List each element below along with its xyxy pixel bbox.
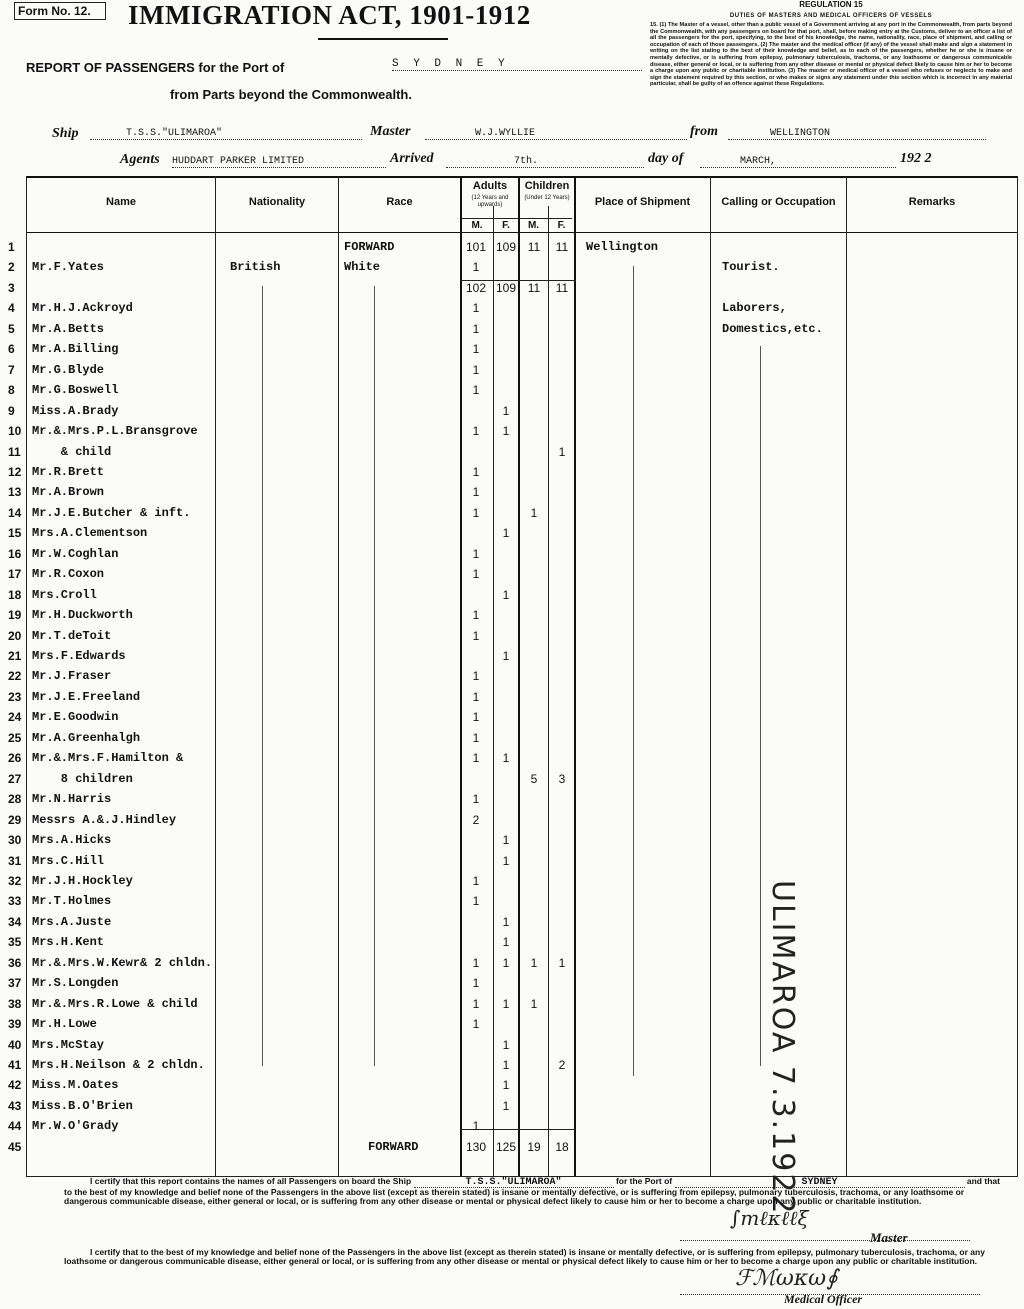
passenger-name: Mr.R.Coxon bbox=[32, 567, 105, 582]
race: FORWARD bbox=[368, 1139, 419, 1154]
adults-male: 1 bbox=[472, 424, 480, 439]
row-number: 26 bbox=[8, 751, 22, 766]
mf-rule bbox=[462, 218, 572, 219]
row-number: 35 bbox=[8, 935, 22, 950]
master-cert-port: SYDNEY bbox=[675, 1178, 965, 1188]
adults-female: 1 bbox=[502, 526, 510, 541]
adults-male: 1 bbox=[472, 996, 480, 1011]
adults-male: 101 bbox=[466, 240, 487, 254]
children-male: 11 bbox=[527, 240, 541, 254]
row-number: 28 bbox=[8, 792, 22, 807]
children-male: 1 bbox=[530, 505, 538, 520]
master-signature-line bbox=[680, 1226, 970, 1241]
row-number: 16 bbox=[8, 546, 22, 561]
row-number: 5 bbox=[8, 321, 15, 336]
col-header-nationality: Nationality bbox=[248, 196, 306, 208]
row-number: 24 bbox=[8, 710, 22, 725]
adults-male: 1 bbox=[472, 505, 480, 520]
passenger-name: Mr.&.Mrs.R.Lowe & child bbox=[32, 996, 198, 1011]
passenger-name: Mr.&.Mrs.W.Kewr& 2 chldn. bbox=[32, 955, 213, 970]
race: FORWARD bbox=[344, 240, 395, 254]
passenger-name: Mrs.H.Kent bbox=[32, 935, 105, 950]
passenger-name: Mr.W.O'Grady bbox=[32, 1119, 119, 1134]
row-number: 31 bbox=[8, 853, 22, 868]
ditto-line bbox=[633, 266, 634, 1076]
adults-male: 1 bbox=[472, 894, 480, 909]
row-number: 12 bbox=[8, 464, 22, 479]
passenger-name: Mr.&.Mrs.P.L.Bransgrove bbox=[32, 424, 198, 439]
passenger-name: Mr.N.Harris bbox=[32, 792, 112, 807]
col-header-children: Children bbox=[524, 180, 570, 192]
year-prefix: 192 bbox=[900, 151, 921, 166]
children-male: 1 bbox=[530, 955, 538, 970]
agents-value: HUDDART PARKER LIMITED bbox=[172, 156, 386, 168]
regulation-subtitle: DUTIES OF MASTERS AND MEDICAL OFFICERS OF VESSELS bbox=[729, 13, 933, 19]
adults-male: 1 bbox=[472, 567, 480, 582]
row-number: 23 bbox=[8, 689, 22, 704]
children-female: 11 bbox=[555, 280, 569, 295]
side-annotation: ULIMAROA 7.3.1922 bbox=[765, 880, 800, 1216]
adults-female: 109 bbox=[496, 240, 517, 254]
row-number: 19 bbox=[8, 608, 22, 623]
col-header-children-m: M. bbox=[527, 220, 540, 231]
from-port: WELLINGTON bbox=[770, 128, 831, 139]
children-male: 19 bbox=[527, 1139, 541, 1154]
adults-male: 1 bbox=[472, 873, 480, 888]
regulation-text: 15. (1) The Master of a vessel, other than a public vessel of a Government arriving at any port in the Commonwealth, from parts beyond the Commonwealth, with any passengers on board for that port, shall, before making entry at the Customs, deliver to an officer a list of all the passengers for the port, specifying, to the best of his knowledge, the name, nationality, race, place of shipment, and calling or occupation of each of those passengers. (2) The master and the medical officer (if any) of the vessel shall make and sign a statement in writing on the list stating to the best of their knowledge and belief, as to each of the passengers, whether he or she is insane or mentally defective, or is suffering from epilepsy, pulmonary tuberculosis, trachoma, or any loathsome or dangerous communicable disease, either general or local, or is suffering from any other disease or mental or physical defect likely to cause him or her to become a charge upon any public or charitable institution. (3) The master or medical officer of a vessel who refuses or neglects to make and sign the statement required by this section, or who makes or signs any statement under this section which is incorrect in any material particular, shall be guilty of an offence against these Regulations. bbox=[650, 22, 1012, 88]
ditto-line bbox=[262, 286, 263, 1066]
col-rule bbox=[493, 206, 494, 1176]
passenger-name: Mr.J.E.Freeland bbox=[32, 689, 141, 704]
passenger-name: Mr.G.Boswell bbox=[32, 383, 119, 398]
passenger-name: Mr.G.Blyde bbox=[32, 362, 105, 377]
row-number: 27 bbox=[8, 771, 22, 786]
passenger-name: Mr.J.E.Butcher & inft. bbox=[32, 505, 191, 520]
children-female: 1 bbox=[558, 444, 566, 459]
passenger-name: Mr.A.Billing bbox=[32, 342, 119, 357]
occupation: Laborers, bbox=[722, 301, 787, 316]
col-header-shipment: Place of Shipment bbox=[594, 196, 691, 208]
passenger-name: Mrs.Croll bbox=[32, 587, 97, 602]
adults-male: 1 bbox=[472, 751, 480, 766]
agents-label: Agents bbox=[120, 152, 160, 167]
adults-female: 1 bbox=[502, 935, 510, 950]
passenger-name: & child bbox=[32, 444, 112, 459]
col-rule bbox=[1017, 176, 1018, 1176]
table-top-rule bbox=[26, 176, 1018, 178]
adults-female: 1 bbox=[502, 853, 510, 868]
row-number: 29 bbox=[8, 812, 22, 827]
adults-male: 1 bbox=[472, 362, 480, 377]
col-rule bbox=[518, 176, 520, 1176]
adults-female: 1 bbox=[502, 649, 510, 663]
regulation-title: REGULATION 15 bbox=[799, 0, 863, 9]
adults-female: 1 bbox=[502, 1098, 510, 1113]
from-parts-label: from Parts beyond the Commonwealth. bbox=[170, 87, 412, 102]
adults-male: 1 bbox=[472, 689, 480, 704]
month: MARCH, bbox=[740, 156, 777, 167]
col-rule bbox=[215, 176, 216, 1176]
col-header-adults-f: F. bbox=[502, 220, 510, 231]
passenger-name: Mrs.F.Edwards bbox=[32, 649, 126, 663]
passenger-name: Miss.A.Brady bbox=[32, 403, 119, 418]
adults-male: 1 bbox=[472, 321, 480, 336]
master-label: Master bbox=[370, 124, 411, 139]
row-number: 37 bbox=[8, 976, 22, 991]
col-header-remarks: Remarks bbox=[908, 196, 956, 208]
col-rule bbox=[846, 176, 847, 1176]
passenger-name: Mr.W.Coghlan bbox=[32, 546, 119, 561]
month-value bbox=[700, 156, 896, 168]
adults-male: 1 bbox=[472, 976, 480, 991]
row-number: 39 bbox=[8, 1017, 22, 1032]
table-header-rule bbox=[26, 232, 1018, 233]
adults-female: 1 bbox=[502, 1058, 510, 1072]
row-number: 18 bbox=[8, 587, 22, 602]
ship-name: T.S.S."ULIMAROA" bbox=[126, 128, 223, 139]
ditto-line bbox=[760, 346, 761, 1066]
from-label: from bbox=[690, 124, 718, 139]
row-number: 33 bbox=[8, 894, 22, 909]
children-male: 11 bbox=[527, 280, 541, 295]
form-number: Form No. 12. bbox=[18, 4, 91, 18]
row-number: 40 bbox=[8, 1037, 22, 1052]
adults-male: 1 bbox=[472, 608, 480, 623]
col-rule bbox=[548, 206, 549, 1176]
adults-male: 1 bbox=[472, 383, 480, 398]
passenger-name: Mrs.A.Clementson bbox=[32, 526, 148, 541]
place-of-shipment: Wellington bbox=[586, 240, 659, 254]
row-number: 44 bbox=[8, 1119, 22, 1134]
passenger-name: Mr.R.Brett bbox=[32, 464, 105, 479]
passenger-name: Mr.&.Mrs.F.Hamilton & bbox=[32, 751, 184, 766]
children-female: 3 bbox=[558, 771, 566, 786]
row-number: 11 bbox=[8, 444, 21, 459]
passenger-name: Mr.A.Greenhalgh bbox=[32, 730, 141, 745]
arrived-label: Arrived bbox=[390, 151, 434, 166]
children-female: 2 bbox=[558, 1058, 566, 1072]
row-number: 9 bbox=[8, 403, 15, 418]
passenger-name: Messrs A.&.J.Hindley bbox=[32, 812, 177, 827]
row-number: 13 bbox=[8, 485, 22, 500]
adults-male: 1 bbox=[472, 628, 480, 643]
children-female: 18 bbox=[555, 1139, 569, 1154]
from-value bbox=[728, 128, 986, 140]
adults-male: 102 bbox=[466, 280, 487, 295]
col-header-children-sub: (Under 12 Years) bbox=[524, 195, 570, 201]
act-title: IMMIGRATION ACT, 1901-1912 bbox=[128, 0, 531, 30]
children-male: 5 bbox=[530, 771, 538, 786]
passenger-name: Mr.E.Goodwin bbox=[32, 710, 119, 725]
medical-label: Medical Officer bbox=[784, 1292, 863, 1306]
year-value bbox=[900, 151, 932, 167]
col-header-children-f: F. bbox=[557, 220, 566, 231]
adults-male: 1 bbox=[472, 955, 480, 970]
adults-female: 1 bbox=[502, 1037, 510, 1052]
children-male: 1 bbox=[530, 996, 538, 1011]
row-number: 17 bbox=[8, 567, 22, 582]
row-number: 22 bbox=[8, 669, 22, 684]
arrived-value bbox=[446, 156, 644, 168]
col-header-adults-sub: (12 Years and upwards) bbox=[471, 195, 509, 208]
master-cert-text-1: I certify that this report contains the names of all Passengers on board the Ship bbox=[90, 1176, 412, 1186]
row-number: 15 bbox=[8, 526, 22, 541]
passenger-name: Mr.J.H.Hockley bbox=[32, 873, 133, 888]
children-female: 11 bbox=[555, 240, 569, 254]
occupation: Domestics,etc. bbox=[722, 321, 823, 336]
row-number: 10 bbox=[8, 424, 22, 439]
adults-male: 1 bbox=[472, 710, 480, 725]
passenger-name: Miss.M.Oates bbox=[32, 1078, 119, 1093]
row-number: 32 bbox=[8, 873, 22, 888]
passenger-name: Mrs.McStay bbox=[32, 1037, 105, 1052]
master-value bbox=[425, 128, 687, 140]
master-cert-text-2: for the Port of bbox=[615, 1176, 673, 1186]
passenger-name: 8 children bbox=[32, 771, 133, 786]
day-of-label: day of bbox=[648, 151, 684, 166]
row-number: 42 bbox=[8, 1078, 22, 1093]
adults-female: 1 bbox=[502, 424, 510, 439]
col-rule bbox=[460, 176, 462, 1176]
adults-male: 1 bbox=[472, 792, 480, 807]
master-name: W.J.WYLLIE bbox=[475, 128, 536, 139]
medical-cert-text: I certify that to the best of my knowledge and belief none of the Passengers in the above list (except as therein stated) is insane or mentally defective, or is suffering from epilepsy, pulmonary tuberculosis, trachoma, or any loathsome or dangerous communicable disease, either general or local, or is suffering from any other disease or mental or physical defect likely to cause him or her to become a charge upon any public or charitable institution. bbox=[64, 1247, 985, 1266]
master-certificate bbox=[64, 1177, 1004, 1206]
adults-male: 1 bbox=[472, 485, 480, 500]
row-number: 30 bbox=[8, 833, 22, 848]
passenger-name: Mrs.A.Hicks bbox=[32, 833, 112, 848]
adults-female: 1 bbox=[502, 914, 510, 929]
adults-female: 1 bbox=[502, 996, 510, 1011]
master-label: Master bbox=[870, 1230, 908, 1245]
passenger-name: Mr.T.deToit bbox=[32, 628, 112, 643]
row-number: 1 bbox=[8, 240, 15, 254]
row-number: 38 bbox=[8, 996, 22, 1011]
col-header-race: Race bbox=[386, 196, 413, 208]
adults-female: 125 bbox=[496, 1139, 517, 1154]
adults-female: 109 bbox=[496, 280, 517, 295]
arrived-day: 7th. bbox=[514, 156, 539, 167]
adults-male: 1 bbox=[472, 260, 480, 275]
row-number: 34 bbox=[8, 914, 22, 929]
row-number: 36 bbox=[8, 955, 22, 970]
title-rule bbox=[318, 38, 448, 40]
adults-female: 1 bbox=[502, 833, 510, 848]
col-header-adults-m: M. bbox=[471, 220, 483, 231]
adults-male: 130 bbox=[466, 1139, 487, 1154]
master-signature: ∫mℓκℓℓξ bbox=[730, 1206, 809, 1230]
passenger-name: Mr.H.Lowe bbox=[32, 1017, 97, 1032]
medical-certificate bbox=[64, 1248, 1004, 1266]
row-number: 45 bbox=[8, 1139, 22, 1154]
col-rule bbox=[574, 176, 576, 1176]
col-header-adults: Adults bbox=[472, 180, 508, 192]
adults-male: 1 bbox=[472, 546, 480, 561]
row-number: 2 bbox=[8, 260, 15, 275]
master-cert-text-3: and that to the best of my knowledge and belief none of the Passengers in the above list (except as therein stated) is insane or mentally defective, or is suffering from epilepsy, pulmonary tuberculosis, trachoma, or any loathsome or dangerous communicable disease, either general or local, or is suffering from any other disease or mental or physical defect likely to cause him or her to become a charge upon any public or charitable institution. bbox=[64, 1176, 1000, 1206]
nationality: British bbox=[230, 260, 281, 275]
adults-male: 1 bbox=[472, 464, 480, 479]
passenger-name: Mr.J.Fraser bbox=[32, 669, 112, 684]
report-label: REPORT OF PASSENGERS for the Port of bbox=[26, 60, 285, 75]
ship-value bbox=[90, 128, 362, 140]
adults-male: 2 bbox=[472, 812, 480, 827]
adults-male: 1 bbox=[472, 669, 480, 684]
adults-female: 1 bbox=[502, 955, 510, 970]
adults-female: 1 bbox=[502, 403, 510, 418]
port-value: S Y D N E Y bbox=[392, 58, 642, 71]
passenger-name: Miss.B.O'Brien bbox=[32, 1098, 133, 1113]
occupation: Tourist. bbox=[722, 260, 780, 275]
passenger-name: Mrs.C.Hill bbox=[32, 853, 105, 868]
row-number: 4 bbox=[8, 301, 15, 316]
race: White bbox=[344, 260, 381, 275]
medical-signature: ℱℳωκω∮ bbox=[735, 1266, 838, 1291]
passenger-name: Mrs.H.Neilson & 2 chldn. bbox=[32, 1058, 205, 1072]
passenger-name: Mr.T.Holmes bbox=[32, 894, 112, 909]
adults-male: 1 bbox=[472, 730, 480, 745]
row-number: 21 bbox=[8, 649, 22, 663]
adults-female: 1 bbox=[502, 751, 510, 766]
col-header-occupation: Calling or Occupation bbox=[721, 196, 836, 208]
adults-male: 1 bbox=[472, 1017, 480, 1032]
adults-female: 1 bbox=[502, 587, 510, 602]
row-number: 7 bbox=[8, 362, 15, 377]
passenger-name: Mr.H.Duckworth bbox=[32, 608, 133, 623]
ship-label: Ship bbox=[52, 126, 79, 141]
row-number: 14 bbox=[8, 505, 22, 520]
row-number: 20 bbox=[8, 628, 22, 643]
col-rule bbox=[710, 176, 711, 1176]
adults-male: 1 bbox=[472, 1119, 480, 1134]
col-header-name: Name bbox=[106, 196, 136, 208]
passenger-name: Mr.A.Brown bbox=[32, 485, 105, 500]
row-number: 41 bbox=[8, 1058, 22, 1072]
adults-female: 1 bbox=[502, 1078, 510, 1093]
row-number: 8 bbox=[8, 383, 15, 398]
passenger-name: Mrs.A.Juste bbox=[32, 914, 112, 929]
passenger-name: Mr.S.Longden bbox=[32, 976, 119, 991]
year-suffix: 2 bbox=[924, 151, 932, 166]
adults-male: 1 bbox=[472, 301, 480, 316]
children-female: 1 bbox=[558, 955, 566, 970]
row-number: 43 bbox=[8, 1098, 22, 1113]
passenger-name: Mr.F.Yates bbox=[32, 260, 105, 275]
col-rule bbox=[338, 176, 339, 1176]
row-number: 6 bbox=[8, 342, 15, 357]
ditto-line bbox=[374, 286, 375, 1066]
master-cert-ship: T.S.S."ULIMAROA" bbox=[414, 1178, 614, 1188]
passenger-name: Mr.H.J.Ackroyd bbox=[32, 301, 133, 316]
row-number: 3 bbox=[8, 280, 15, 295]
row-number: 25 bbox=[8, 730, 22, 745]
passenger-name: Mr.A.Betts bbox=[32, 321, 105, 336]
adults-male: 1 bbox=[472, 342, 480, 357]
